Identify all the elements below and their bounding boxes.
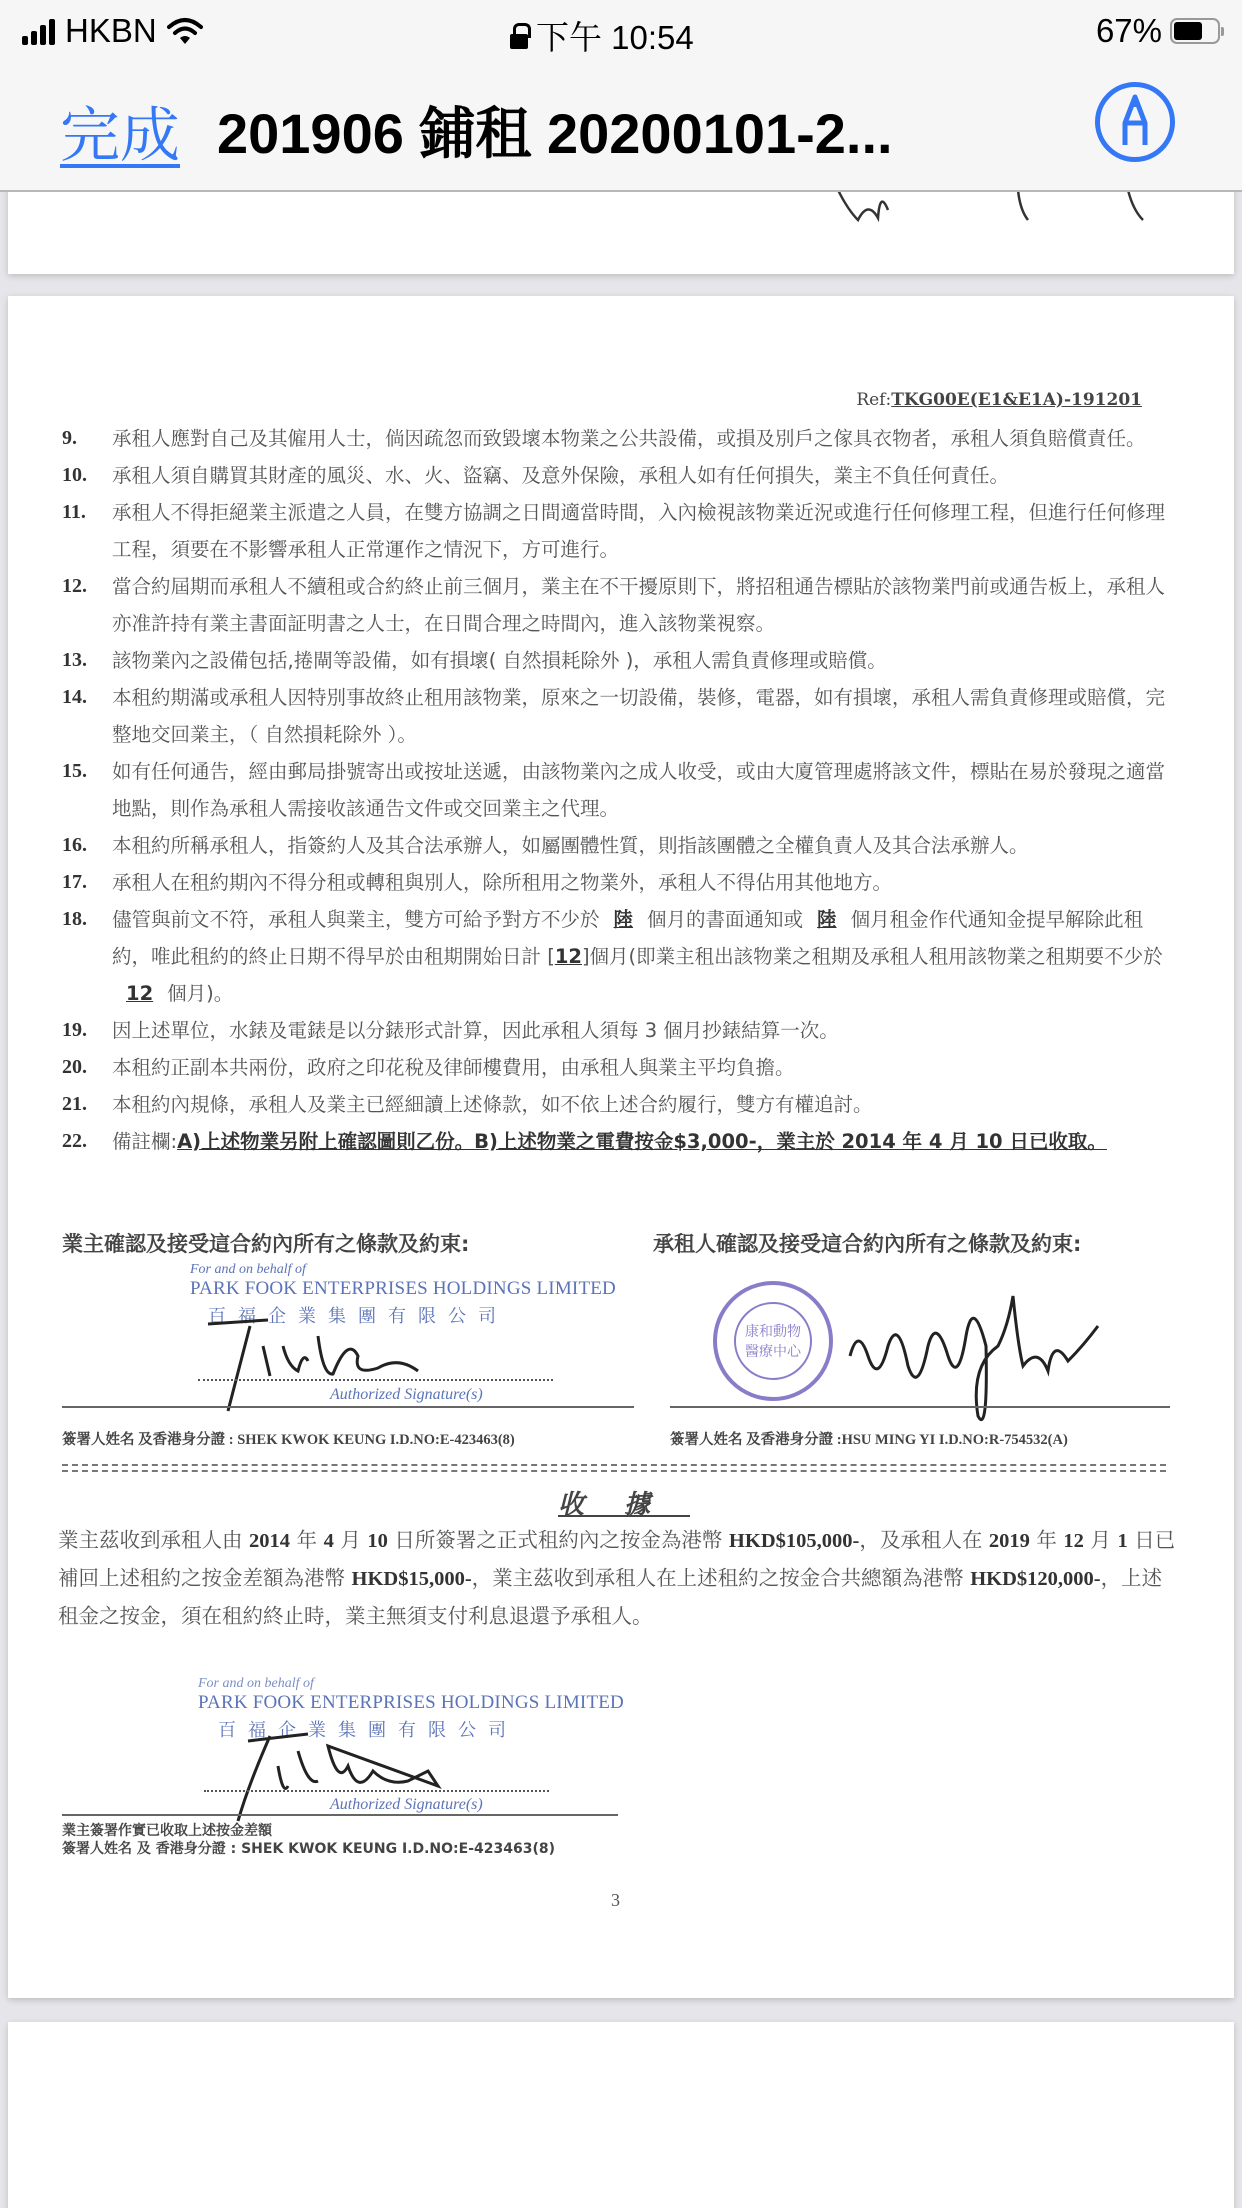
- receipt-body: [58, 1522, 1178, 1635]
- landlord-signer-info: 簽署人姓名 及香港身分證 : SHEK KWOK KEUNG I.D.NO:E-423463(8): [62, 1432, 515, 1448]
- clause-text: [112, 1123, 1182, 1160]
- clause-text: 承租人在租約期內不得分租或轉租與別人，除所租用之物業外，承租人不得佔用其他地方。: [112, 871, 893, 894]
- clause-21: [62, 1086, 1182, 1123]
- seal-cn-2: 醫療中心: [745, 1344, 801, 1360]
- clause-18-part: 個月租金作代通知金提早解除此租約，唯此租約的終止日期不得早於由租期開始日計 [: [112, 908, 1144, 968]
- signal-bars-icon: [22, 17, 55, 45]
- company-stamp-name: PARK FOOK ENTERPRISES HOLDINGS LIMITED: [198, 1692, 624, 1713]
- company-stamp-cn: 百福企業集團有限公司: [218, 1720, 518, 1740]
- clause-number: 11.: [62, 501, 86, 523]
- clause-text: 當合約屆期而承租人不續租或合約終止前三個月，業主在不干擾原則下，將招租通告標貼於該物業門前或通告板上，承租人亦准許持有業主書面証明書之人士，在日間合理之時間內，進入該物業視察。: [112, 575, 1166, 635]
- receipt-text: ，業主茲收到承租人在上述租約之按金合共總額為港幣: [471, 1566, 971, 1590]
- tenant-signer-info: 簽署人姓名 及香港身分證 :HSU MING YI I.D.NO:R-754532(A): [670, 1432, 1068, 1448]
- remarks-label: 備註欄:: [112, 1130, 178, 1153]
- receipt-text: ，上述租金之按金，須在租約終止時，業主無須支付利息退還予承租人。: [58, 1566, 1163, 1628]
- clause-number: 9.: [62, 427, 77, 449]
- ref-code: TKG00E(E1&E1A)-191201: [891, 390, 1142, 410]
- receipt-value: 2014: [249, 1530, 291, 1552]
- page-number: 3: [611, 1890, 620, 1910]
- clause-17: [62, 864, 1182, 901]
- battery-percent: 67%: [1095, 12, 1162, 49]
- carrier-label: HKBN: [65, 12, 157, 49]
- notice-months-value: 陸: [613, 908, 634, 931]
- tenant-signature: [838, 1286, 1158, 1436]
- authorized-signature-label: Authorized Signature(s): [330, 1386, 483, 1403]
- section-divider: [62, 1464, 1166, 1472]
- clause-text: 承租人須自購買其財產的風災、水、火、盜竊、及意外保險，承租人如有任何損失，業主不負任何責任。: [112, 464, 1010, 487]
- clause-text: 本租約所稱承租人，指簽約人及其合法承辦人，如屬團體性質，則指該團體之全權負責人及其合法承辦人。: [112, 834, 1029, 857]
- receipt-value: 1: [1117, 1530, 1128, 1552]
- receipt-value: HKD$105,000-: [728, 1530, 860, 1552]
- clause-14: [62, 679, 1182, 753]
- min-months-value-2: 12: [126, 982, 154, 1005]
- clause-10: [62, 457, 1182, 494]
- clause-text: 因上述單位，水錶及電錶是以分錶形式計算，因此承租人須每 3 個月抄錶結算一次。: [112, 1019, 839, 1042]
- receipt-text: 日所簽署之正式租約內之按金為港幣: [387, 1528, 729, 1552]
- markup-pen-icon: [1100, 87, 1170, 157]
- clause-18: [62, 901, 1182, 1012]
- clause-number: 12.: [62, 575, 87, 597]
- battery-icon: [1170, 18, 1220, 44]
- clause-18-part: 儘管與前文不符，承租人與業主，雙方可給予對方不少於: [112, 908, 600, 931]
- clause-18-part: ]個月(即業主租出該物業之租期及承租人租用該物業之租期要不少於: [581, 945, 1163, 968]
- receipt-signer-info: 簽署人姓名 及 香港身分證 : SHEK KWOK KEUNG I.D.NO:E-423463(8): [62, 1841, 556, 1857]
- receipt-text: 年: [290, 1528, 324, 1552]
- company-seal: [708, 1276, 838, 1406]
- clauses-list: [62, 420, 1182, 1160]
- receipt-value: 2019: [988, 1530, 1030, 1552]
- clause-16: [62, 827, 1182, 864]
- clause-text: 該物業內之設備包括,捲閘等設備，如有損壞( 自然損耗除外 )，承租人需負責修理或賠償。: [112, 649, 887, 672]
- clause-number: 19.: [62, 1019, 87, 1041]
- receipt-value: 4: [323, 1530, 334, 1552]
- receipt-value: HKD$15,000-: [351, 1568, 472, 1590]
- clause-number: 20.: [62, 1056, 87, 1078]
- receipt-title: 收據: [558, 1490, 691, 1520]
- clause-text: 承租人不得拒絕業主派遣之人員，在雙方協調之日間適當時間，入內檢視該物業近況或進行任何修理工程，但進行任何修理工程，須要在不影響承租人正常運作之情況下，方可進行。: [112, 501, 1166, 561]
- seal-cn-1: 康和動物: [745, 1324, 801, 1340]
- clock-label: 下午 10:54: [536, 19, 694, 56]
- clause-text: 本租約內規條，承租人及業主已經細讀上述條款，如不依上述合約履行，雙方有權追討。: [112, 1093, 873, 1116]
- markup-button[interactable]: [1095, 82, 1175, 162]
- receipt-confirm-line: 業主簽署作實已收取上述按金差額: [62, 1823, 272, 1839]
- company-stamp-line1: For and on behalf of: [190, 1262, 306, 1277]
- receipt-text: ，及承租人在: [859, 1528, 989, 1552]
- authorized-signature-label: Authorized Signature(s): [330, 1796, 483, 1813]
- clause-12: [62, 568, 1182, 642]
- clause-19: [62, 1012, 1182, 1049]
- receipt-text: 月: [1083, 1528, 1118, 1552]
- rent-months-value: 陸: [817, 908, 837, 931]
- clause-number: 17.: [62, 871, 87, 893]
- receipt-text: 業主茲收到承租人由: [58, 1528, 250, 1552]
- company-stamp-cn: 百福企業集團有限公司: [208, 1306, 508, 1326]
- signature-dotted-line: [204, 1790, 549, 1792]
- status-right: [1096, 12, 1220, 50]
- status-center: [510, 12, 694, 59]
- clause-text: 承租人應對自己及其僱用人士，倘因疏忽而致毀壞本物業之公共設備，或損及別戶之傢具衣物者，承租人須負賠償責任。: [112, 427, 1146, 450]
- status-left: [22, 12, 203, 50]
- receipt-text: 年: [1029, 1528, 1064, 1552]
- clause-text: 本租約期滿或承租人因特別事故終止租用該物業，原來之一切設備，裝修，電器，如有損壞，承租人需負責修理或賠償，完整地交回業主，（ 自然損耗除外 ）。: [112, 686, 1166, 746]
- clause-11: [62, 494, 1182, 568]
- clause-number: 22.: [62, 1130, 87, 1152]
- ref-prefix: Ref:: [856, 390, 892, 410]
- company-stamp-name: PARK FOOK ENTERPRISES HOLDINGS LIMITED: [190, 1278, 616, 1299]
- clause-20: [62, 1049, 1182, 1086]
- done-button[interactable]: 完成: [60, 102, 180, 169]
- remarks-note: A)上述物業另附上確認圖則乙份。B)上述物業之電費按金$3,000-，業主於 2014 年 4 月 10 日已收取。: [177, 1130, 1107, 1153]
- next-page[interactable]: [8, 2022, 1234, 2208]
- signature-line: [62, 1406, 634, 1408]
- clause-9: [62, 420, 1182, 457]
- receipt-value: 10: [367, 1530, 388, 1552]
- min-months-value: 12: [554, 945, 582, 968]
- clause-text: [112, 901, 1182, 1012]
- clause-number: 14.: [62, 686, 87, 708]
- reference-code: [856, 390, 1142, 410]
- document-title: 201906 鋪租 20200101-2...: [217, 102, 893, 165]
- battery-fill: [1174, 22, 1202, 40]
- company-stamp-line1: For and on behalf of: [198, 1676, 314, 1691]
- clause-text: 本租約正副本共兩份，政府之印花稅及律師樓費用，由承租人與業主平均負擔。: [112, 1056, 795, 1079]
- signature-dotted-line: [198, 1379, 553, 1381]
- receipt-text: 月: [333, 1528, 368, 1552]
- clause-13: [62, 642, 1182, 679]
- clause-number: 13.: [62, 649, 87, 671]
- document-page-3[interactable]: [8, 296, 1234, 1998]
- clause-number: 18.: [62, 908, 87, 930]
- receipt-value: 12: [1063, 1530, 1084, 1552]
- signature-line: [62, 1814, 618, 1816]
- clause-number: 10.: [62, 464, 87, 486]
- landlord-confirmation-heading: 業主確認及接受這合約內所有之條款及約束:: [62, 1232, 470, 1256]
- lock-icon: [510, 23, 528, 49]
- receipt-text: 日已補回上述租約之按金差額為港幣: [58, 1528, 1176, 1590]
- clause-number: 15.: [62, 760, 87, 782]
- nav-bar: [0, 62, 1242, 192]
- clause-15: [62, 753, 1182, 827]
- clause-number: 21.: [62, 1093, 87, 1115]
- signature-line: [670, 1406, 1170, 1408]
- clause-text: 如有任何通告，經由郵局掛號寄出或按址送遞，由該物業內之成人收受，或由大廈管理處將該文件，標貼在易於發現之適當地點，則作為承租人需接收該通告文件或交回業主之代理。: [112, 760, 1166, 820]
- clause-18-part: 個月)。: [167, 982, 234, 1005]
- receipt-value: HKD$120,000-: [970, 1568, 1101, 1590]
- clause-18-part: 個月的書面通知或: [647, 908, 804, 931]
- clause-22: [62, 1123, 1182, 1160]
- tenant-confirmation-heading: 承租人確認及接受這合約內所有之條款及約束:: [653, 1232, 1082, 1256]
- status-bar: [0, 0, 1242, 62]
- wifi-icon: [167, 17, 203, 45]
- clause-number: 16.: [62, 834, 87, 856]
